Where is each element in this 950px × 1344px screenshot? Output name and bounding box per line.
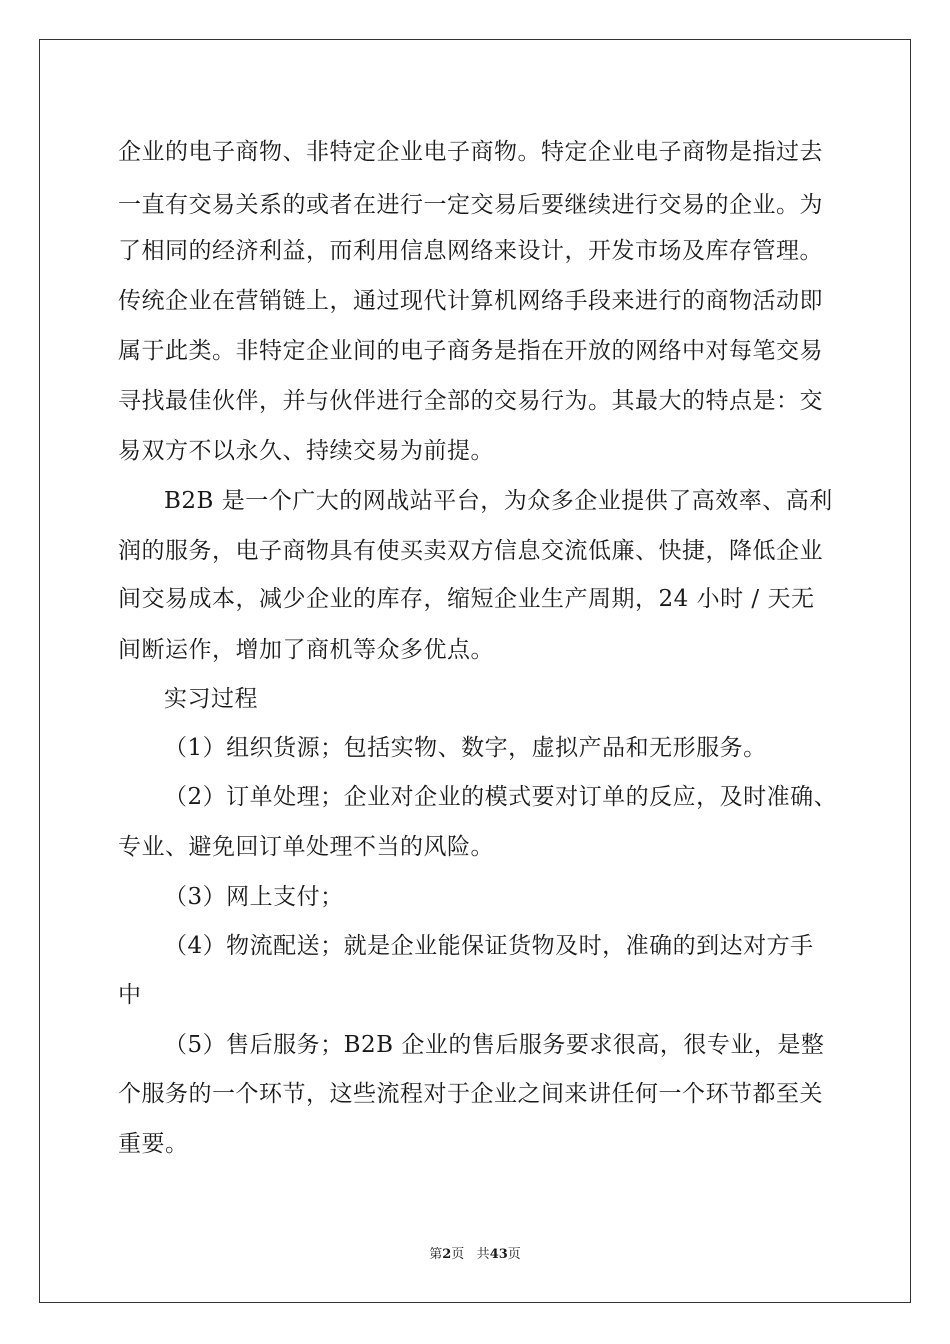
page-footer [0, 1246, 950, 1264]
footer-page-suffix: 页 [451, 1247, 465, 1262]
footer-page-number: 2 [442, 1247, 452, 1262]
paragraph-1-line-3: 了相同的经济利益，而利用信息网络来设计，开发市场及库存管理。 [118, 238, 823, 264]
footer-total-suffix: 页 [507, 1247, 521, 1262]
paragraph-1-line-1: 企业的电子商物、非特定企业电子商物。特定企业电子商物是指过去 [118, 139, 823, 165]
paragraph-1-line-7: 易双方不以永久、持续交易为前提。 [118, 438, 494, 464]
paragraph-1-line-4: 传统企业在营销链上，通过现代计算机网络手段来进行的商物活动即 [118, 288, 823, 314]
list-item-5-line-2: 个服务的一个环节，这些流程对于企业之间来讲任何一个环节都至关 [118, 1081, 823, 1107]
list-item-4-line-1: （4）物流配送；就是企业能保证货物及时，准确的到达对方手 [164, 933, 814, 959]
list-item-1: （1）组织货源；包括实物、数字，虚拟产品和无形服务。 [164, 735, 767, 761]
paragraph-2-line-2: 润的服务，电子商物具有使买卖双方信息交流低廉、快捷，降低企业 [118, 538, 823, 564]
list-item-2-line-2: 专业、避免回订单处理不当的风险。 [118, 834, 494, 860]
list-item-5-line-1: （5）售后服务；B2B 企业的售后服务要求很高，很专业，是整 [164, 1032, 825, 1058]
paragraph-1-line-6: 寻找最佳伙伴，并与伙伴进行全部的交易行为。其最大的特点是：交 [118, 388, 823, 414]
list-item-5-line-3: 重要。 [118, 1131, 189, 1157]
paragraph-2-line-1: B2B 是一个广大的网战站平台，为众多企业提供了高效率、高利 [164, 488, 833, 514]
footer-total-prefix: 共 [476, 1247, 490, 1262]
paragraph-1-line-2: 一直有交易关系的或者在进行一定交易后要继续进行交易的企业。为 [118, 192, 823, 218]
section-heading-practice-process: 实习过程 [164, 686, 258, 712]
paragraph-1-line-5: 属于此类。非特定企业间的电子商务是指在开放的网络中对每笔交易 [118, 338, 823, 364]
list-item-4-line-2: 中 [118, 982, 142, 1008]
paragraph-2-line-4: 间断运作，增加了商机等众多优点。 [118, 637, 494, 663]
list-item-3: （3）网上支付； [164, 884, 344, 910]
list-item-2-line-1: （2）订单处理；企业对企业的模式要对订单的反应，及时准确、 [164, 784, 838, 810]
paragraph-2-line-3: 间交易成本，减少企业的库存，缩短企业生产周期，24 小时 / 天无 [118, 586, 815, 612]
footer-total-pages: 43 [489, 1247, 508, 1262]
footer-prefix: 第 [429, 1247, 443, 1262]
page-border [39, 39, 911, 1303]
